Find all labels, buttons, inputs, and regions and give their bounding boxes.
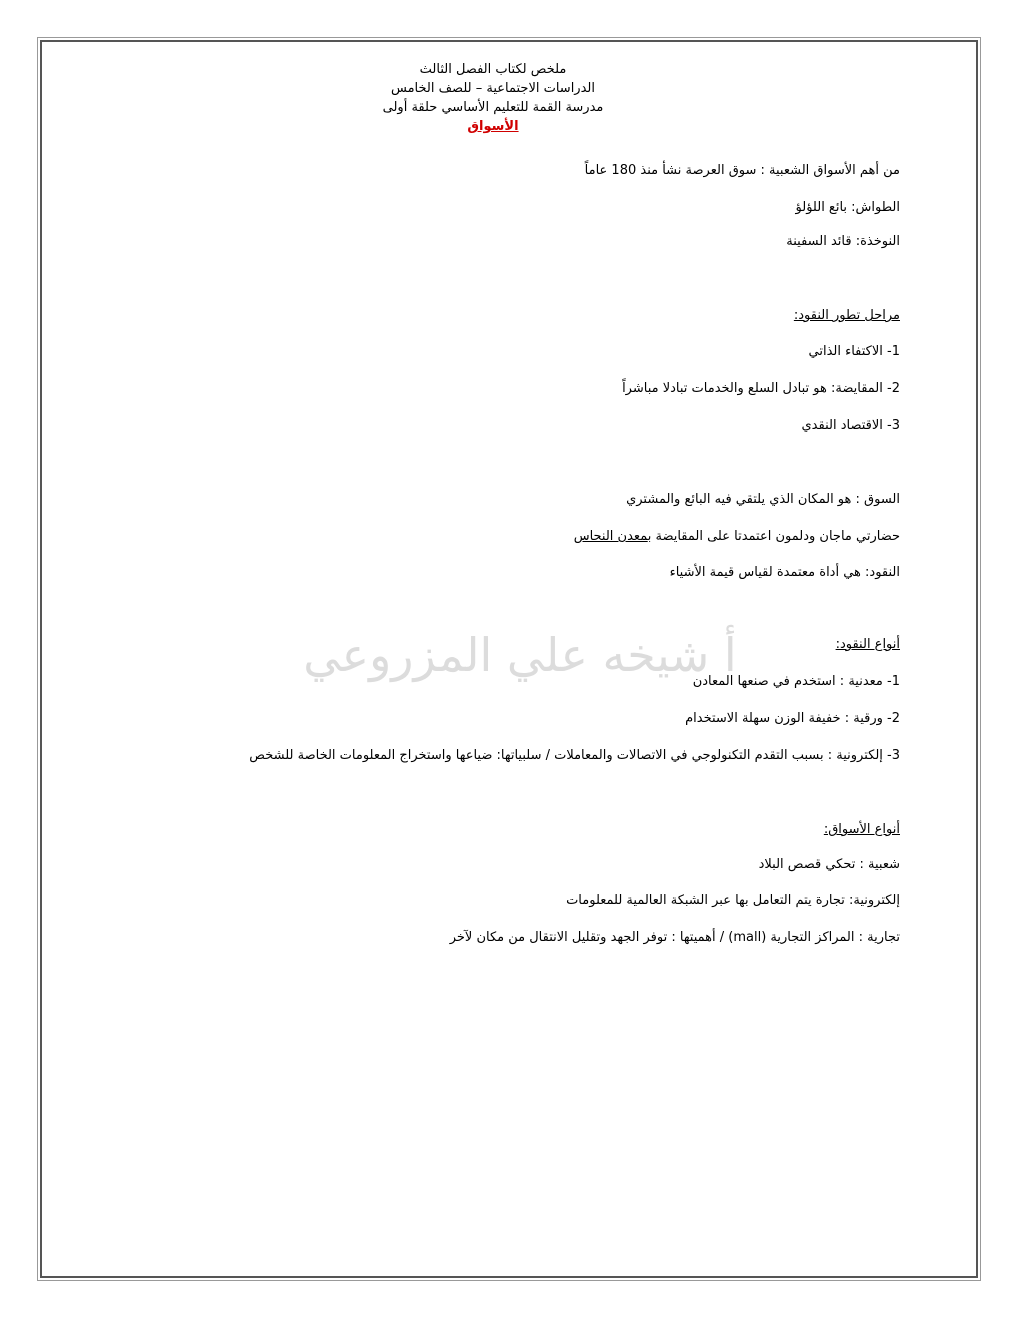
money-type-item: 1- معدنية : استخدم في صنعها المعادن xyxy=(692,674,900,689)
market-type-item: تجارية : المراكز التجارية (mall) / أهميتها : توفر الجهد وتقليل الانتقال من مكان لآخر xyxy=(449,930,900,945)
money-types-heading: أنواع النقود: xyxy=(835,637,900,652)
money-stage-item: 1- الاكتفاء الذاتي xyxy=(808,344,900,359)
intro-line-1: من أهم الأسواق الشعبية : سوق العرصة نشأ منذ 180 عاماً xyxy=(584,163,900,178)
money-type-item: 3- إلكترونية : بسبب التقدم التكنولوجي في الاتصالات والمعاملات / سلبياتها: ضياعها واستخراج المعلومات الخاصة للشخص xyxy=(249,748,900,763)
copper-metal-text: معدن النحاس xyxy=(573,529,648,544)
money-stage-item: 3- الاقتصاد النقدي xyxy=(801,418,900,433)
intro-line-3: النوخذة: قائد السفينة xyxy=(786,234,900,249)
intro-line-2: الطواش: بائع اللؤلؤ xyxy=(795,200,900,215)
civilizations-text: حضارتي ماجان ودلمون اعتمدتا على المقايضة ب xyxy=(647,529,900,544)
market-type-item: شعبية : تحكي قصص البلاد xyxy=(758,857,900,872)
money-definition: النقود: هي أداة معتمدة لقياس قيمة الأشياء xyxy=(669,565,900,580)
money-type-item: 2- ورقية : خفيفة الوزن سهلة الاستخدام xyxy=(685,711,900,726)
money-stage-item: 2- المقايضة: هو تبادل السلع والخدمات تبادلا مباشراً xyxy=(622,381,900,396)
market-type-item: إلكترونية: تجارة يتم التعامل بها عبر الشبكة العالمية للمعلومات xyxy=(566,893,900,908)
market-definition: السوق : هو المكان الذي يلتقي فيه البائع والمشتري xyxy=(626,492,900,507)
header-line-1: ملخص لكتاب الفصل الثالث xyxy=(419,62,567,77)
document-header xyxy=(360,60,626,136)
market-types-heading: أنواع الأسواق: xyxy=(823,822,900,837)
watermark: أ شيخه علي المزروعي xyxy=(303,628,737,682)
document-title: الأسواق xyxy=(467,119,519,134)
header-line-3: مدرسة القمة للتعليم الأساسي حلقة أولى xyxy=(382,100,604,115)
money-stages-heading: مراحل تطور النقود: xyxy=(793,308,900,323)
header-line-2: الدراسات الاجتماعية – للصف الخامس xyxy=(391,81,595,96)
civilizations-line xyxy=(574,528,900,546)
